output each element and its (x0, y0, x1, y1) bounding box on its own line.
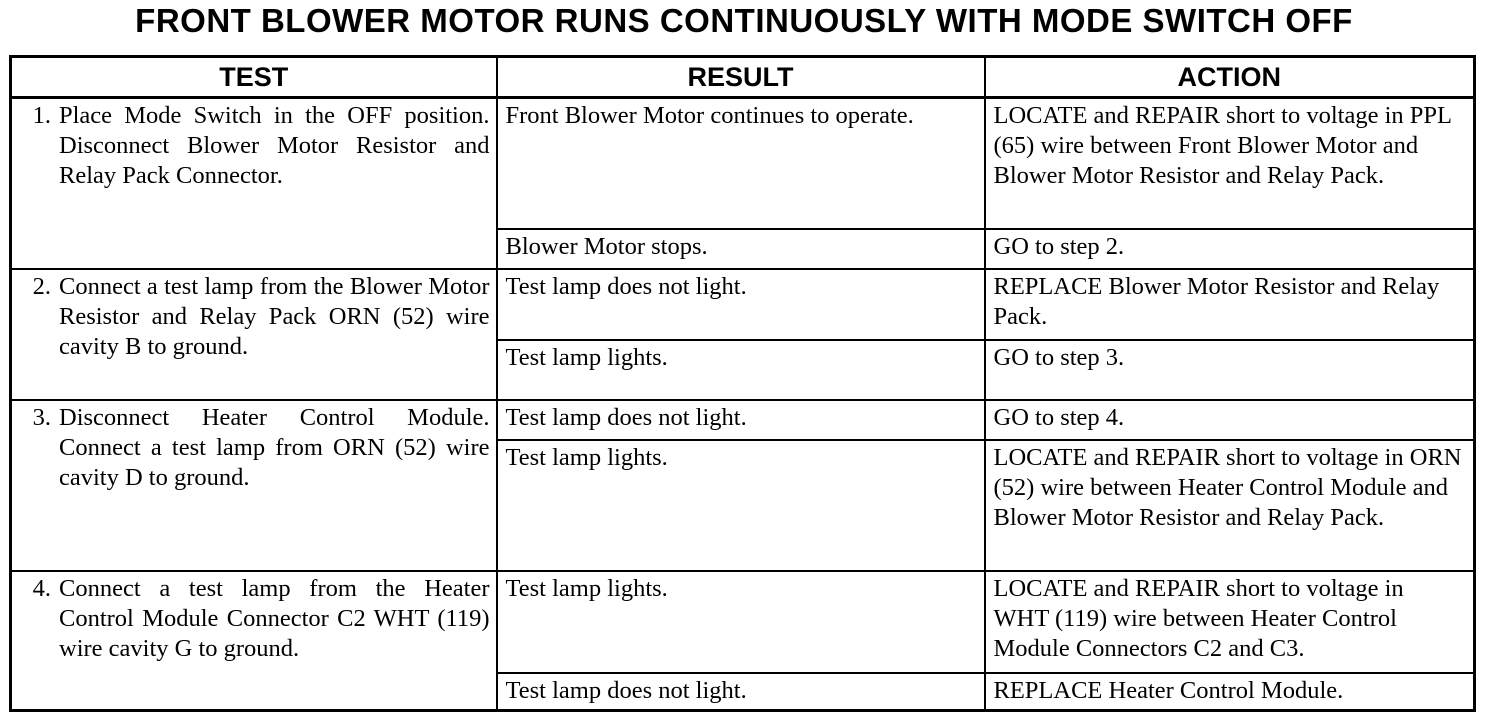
action-cell: GO to step 3. (985, 340, 1475, 400)
result-cell: Test lamp does not light. (497, 269, 985, 340)
step-number: 4. (32, 574, 51, 602)
table-row (11, 98, 1475, 229)
action-cell: LOCATE and REPAIR short to voltage in WHT (119) wire between Heater Control Module Connectors C2 and C3. (985, 571, 1475, 673)
table-row (11, 400, 1475, 440)
header-result: RESULT (497, 57, 985, 98)
header-row (11, 57, 1475, 98)
step-4-test (11, 571, 497, 711)
step-1-test (11, 98, 497, 269)
step-instruction: Connect a test lamp from the Heater Control Module Connector C2 WHT (119) wire cavity G to ground. (59, 574, 490, 662)
result-cell: Test lamp lights. (497, 340, 985, 400)
action-cell: REPLACE Blower Motor Resistor and Relay Pack. (985, 269, 1475, 340)
result-cell: Blower Motor stops. (497, 229, 985, 269)
step-3-test (11, 400, 497, 571)
action-cell: GO to step 2. (985, 229, 1475, 269)
diagnostic-table (9, 55, 1476, 712)
step-instruction: Connect a test lamp from the Blower Motor Resistor and Relay Pack ORN (52) wire cavity B to ground. (59, 272, 490, 360)
table-row (11, 269, 1475, 340)
header-test: TEST (11, 57, 497, 98)
result-cell: Front Blower Motor continues to operate. (497, 98, 985, 229)
step-number: 2. (32, 272, 51, 300)
step-instruction: Disconnect Heater Control Module. Connect a test lamp from ORN (52) wire cavity D to ground. (59, 403, 490, 491)
step-number: 1. (32, 102, 51, 129)
result-cell: Test lamp does not light. (497, 673, 985, 711)
table-row (11, 571, 1475, 673)
action-cell: LOCATE and REPAIR short to voltage in ORN (52) wire between Heater Control Module and Blower Motor Resistor and Relay Pack. (985, 440, 1475, 571)
result-cell: Test lamp does not light. (497, 400, 985, 440)
page-title: FRONT BLOWER MOTOR RUNS CONTINUOUSLY WITH MODE SWITCH OFF (135, 2, 1353, 39)
result-cell: Test lamp lights. (497, 440, 985, 571)
result-cell: Test lamp lights. (497, 571, 985, 673)
action-cell: GO to step 4. (985, 400, 1475, 440)
step-number: 3. (32, 403, 51, 431)
step-2-test (11, 269, 497, 400)
step-instruction: Place Mode Switch in the OFF position. Disconnect Blower Motor Resistor and Relay Pack Connector. (59, 102, 490, 189)
header-action: ACTION (985, 57, 1475, 98)
action-cell: REPLACE Heater Control Module. (985, 673, 1475, 711)
action-cell: LOCATE and REPAIR short to voltage in PPL (65) wire between Front Blower Motor and Blower Motor Resistor and Relay Pack. (985, 98, 1475, 229)
